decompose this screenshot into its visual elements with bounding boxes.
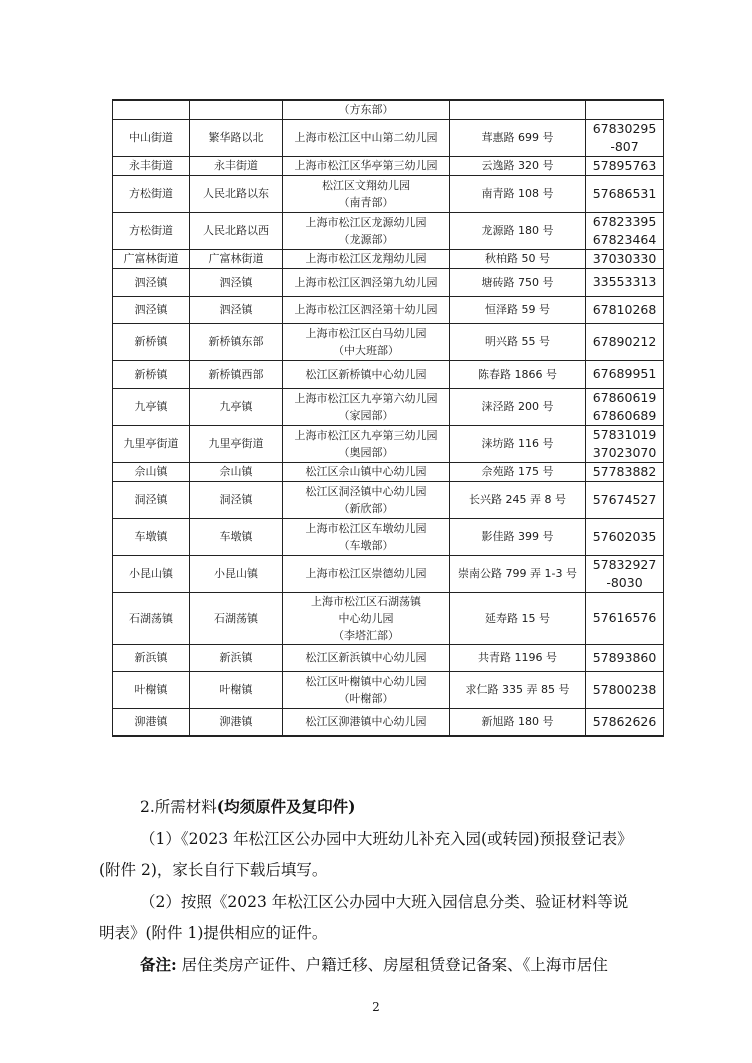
cell-kindergarten [283, 249, 450, 268]
table-row [113, 100, 664, 119]
note-text: 居住类房产证件、户籍迁移、房屋租赁登记备案、《上海市居住 [176, 956, 608, 974]
kindergarten-name-line: （家园部） [338, 408, 394, 422]
kindergarten-name-line: 上海市松江区泗泾第十幼儿园 [294, 303, 438, 316]
kindergarten-name-line: 松江区新桥镇中心幼儿园 [305, 367, 427, 381]
phone-line: 57831019 [592, 426, 657, 442]
cell-phone [586, 100, 664, 119]
kindergarten-name-line: 松江区叶榭镇中心幼儿园 [305, 674, 427, 688]
cell-address: 涞泾路 200 号 [450, 388, 586, 425]
cell-kindergarten [283, 555, 450, 592]
cell-area [190, 100, 283, 119]
kindergarten-name-line: （龙源部） [338, 232, 394, 246]
cell-phone [586, 671, 664, 708]
kindergarten-name-line: 上海市松江区泗泾第九幼儿园 [294, 275, 438, 289]
cell-address: 陈春路 1866 号 [450, 360, 586, 388]
cell-address: 新旭路 180 号 [450, 708, 586, 736]
cell-kindergarten [283, 323, 450, 360]
table-row [113, 671, 664, 708]
kindergarten-name-line: （新欣部） [338, 501, 394, 515]
phone-line: 57686531 [592, 185, 657, 201]
cell-area: 车墩镇 [190, 518, 283, 555]
section-bold-note: (均须原件及复印件) [216, 797, 356, 816]
cell-street: 石湖荡镇 [113, 592, 190, 644]
cell-area: 繁华路以北 [190, 119, 283, 156]
cell-street: 泗泾镇 [113, 296, 190, 323]
phone-line: -807 [610, 138, 639, 154]
table-row [113, 119, 664, 156]
paragraph-1-line-1: （1）《2023 年松江区公办园中大班幼儿补充入园(或转园)预报登记表》 [140, 830, 633, 848]
kindergarten-name-line: （方东部） [338, 103, 394, 117]
cell-area: 小昆山镇 [190, 555, 283, 592]
phone-line: 67823464 [592, 231, 657, 247]
table-row [113, 388, 664, 425]
cell-area: 泖港镇 [190, 708, 283, 736]
cell-address: 龙源路 180 号 [450, 212, 586, 249]
cell-area: 叶榭镇 [190, 671, 283, 708]
section-label: 2.所需材料 [140, 798, 217, 816]
table-row [113, 518, 664, 555]
cell-street: 泗泾镇 [113, 268, 190, 296]
kindergarten-name-line: 松江区新浜镇中心幼儿园 [305, 651, 427, 664]
table-row [113, 555, 664, 592]
cell-area: 泗泾镇 [190, 268, 283, 296]
table-row [113, 296, 664, 323]
cell-area: 人民北路以东 [190, 175, 283, 212]
phone-line: 57800238 [592, 681, 657, 697]
cell-street: 佘山镇 [113, 462, 190, 481]
cell-kindergarten [283, 462, 450, 481]
phone-line: 37023070 [592, 444, 657, 460]
kindergarten-name-line: 中心幼儿园 [338, 611, 394, 625]
table-row [113, 481, 664, 518]
phone-line: 57602035 [592, 528, 657, 544]
cell-street [113, 100, 190, 119]
kindergarten-name-line: （南青部） [338, 195, 394, 209]
cell-phone [586, 388, 664, 425]
phone-line: 57832927 [592, 556, 657, 572]
cell-area: 九亭镇 [190, 388, 283, 425]
kindergarten-name-line: 松江区泖港镇中心幼儿园 [305, 715, 427, 729]
cell-street: 洞泾镇 [113, 481, 190, 518]
cell-kindergarten [283, 100, 450, 119]
kindergarten-name-line: 上海市松江区华亭第三幼儿园 [294, 159, 438, 172]
kindergarten-name-line: 上海市松江区石湖荡镇 [311, 594, 421, 608]
cell-street: 车墩镇 [113, 518, 190, 555]
table-row [113, 175, 664, 212]
kindergarten-name-line: （叶榭部） [338, 691, 394, 705]
cell-address: 共青路 1196 号 [450, 644, 586, 671]
phone-line: 57862626 [592, 713, 657, 729]
cell-phone [586, 360, 664, 388]
phone-line: 33553313 [592, 274, 657, 289]
cell-address: 涞坊路 116 号 [450, 425, 586, 462]
kindergarten-table-body [113, 100, 664, 736]
table-row [113, 249, 664, 268]
cell-street: 泖港镇 [113, 708, 190, 736]
kindergarten-name-line: （奥园部） [338, 445, 394, 459]
kindergarten-name-line: （车墩部） [338, 538, 394, 552]
note-paragraph [140, 953, 608, 975]
cell-address: 云逸路 320 号 [450, 156, 586, 175]
cell-address: 南青路 108 号 [450, 175, 586, 212]
cell-street: 永丰街道 [113, 156, 190, 175]
table-row [113, 212, 664, 249]
cell-street: 九亭镇 [113, 388, 190, 425]
cell-area: 九里亭街道 [190, 425, 283, 462]
cell-area: 广富林街道 [190, 249, 283, 268]
table-row [113, 268, 664, 296]
cell-address: 塘砖路 750 号 [450, 268, 586, 296]
cell-area: 洞泾镇 [190, 481, 283, 518]
cell-phone [586, 481, 664, 518]
phone-line: 57783882 [592, 463, 657, 479]
note-label: 备注: [140, 955, 177, 974]
cell-kindergarten [283, 156, 450, 175]
kindergarten-name-line: 上海市松江区龙翔幼儿园 [305, 252, 427, 265]
cell-phone [586, 212, 664, 249]
phone-line: 67830295 [592, 120, 657, 136]
cell-phone [586, 296, 664, 323]
cell-street: 新桥镇 [113, 360, 190, 388]
cell-phone [586, 592, 664, 644]
cell-phone [586, 518, 664, 555]
table-row [113, 360, 664, 388]
cell-phone [586, 119, 664, 156]
kindergarten-name-line: 上海市松江区白马幼儿园 [305, 326, 427, 340]
cell-area: 泗泾镇 [190, 296, 283, 323]
phone-line: 67823395 [592, 213, 657, 229]
cell-kindergarten [283, 268, 450, 296]
cell-kindergarten [283, 708, 450, 736]
phone-line: -8030 [606, 574, 643, 590]
kindergarten-name-line: 松江区佘山镇中心幼儿园 [305, 465, 427, 478]
cell-address: 秋柏路 50 号 [450, 249, 586, 268]
cell-area: 石湖荡镇 [190, 592, 283, 644]
cell-kindergarten [283, 592, 450, 644]
cell-kindergarten [283, 644, 450, 671]
cell-kindergarten [283, 388, 450, 425]
cell-street: 小昆山镇 [113, 555, 190, 592]
cell-kindergarten [283, 296, 450, 323]
cell-area: 新桥镇东部 [190, 323, 283, 360]
cell-phone [586, 462, 664, 481]
cell-area: 人民北路以西 [190, 212, 283, 249]
kindergarten-name-line: 上海市松江区九亭第三幼儿园 [294, 428, 438, 442]
cell-address: 延寿路 15 号 [450, 592, 586, 644]
cell-kindergarten [283, 671, 450, 708]
phone-line: 67860689 [592, 407, 657, 423]
cell-kindergarten [283, 119, 450, 156]
cell-area: 永丰街道 [190, 156, 283, 175]
page-number: 2 [372, 1000, 380, 1014]
phone-line: 67810268 [592, 301, 657, 317]
table-row [113, 156, 664, 175]
cell-kindergarten [283, 360, 450, 388]
kindergarten-name-line: 上海市松江区龙源幼儿园 [305, 215, 427, 229]
cell-area: 佘山镇 [190, 462, 283, 481]
table-row [113, 708, 664, 736]
kindergarten-table [112, 99, 664, 737]
paragraph-2-line-2: 明表》(附件 1)提供相应的证件。 [99, 924, 328, 942]
cell-phone [586, 249, 664, 268]
cell-phone [586, 644, 664, 671]
cell-street: 方松街道 [113, 212, 190, 249]
cell-kindergarten [283, 425, 450, 462]
cell-kindergarten [283, 212, 450, 249]
table-row [113, 425, 664, 462]
cell-phone [586, 268, 664, 296]
cell-street: 广富林街道 [113, 249, 190, 268]
table-row [113, 592, 664, 644]
cell-address [450, 100, 586, 119]
cell-address: 崇南公路 799 弄 1-3 号 [450, 555, 586, 592]
cell-kindergarten [283, 481, 450, 518]
section-heading [140, 795, 355, 817]
phone-line: 67860619 [592, 389, 657, 405]
cell-address: 明兴路 55 号 [450, 323, 586, 360]
cell-address: 求仁路 335 弄 85 号 [450, 671, 586, 708]
kindergarten-name-line: （李塔汇部） [333, 628, 399, 642]
cell-phone [586, 425, 664, 462]
kindergarten-name-line: 松江区文翔幼儿园 [322, 178, 410, 192]
cell-kindergarten [283, 175, 450, 212]
phone-line: 57674527 [592, 491, 657, 507]
cell-address: 长兴路 245 弄 8 号 [450, 481, 586, 518]
cell-area: 新浜镇 [190, 644, 283, 671]
kindergarten-name-line: 松江区洞泾镇中心幼儿园 [305, 484, 427, 498]
cell-phone [586, 156, 664, 175]
paragraph-1-line-2: (附件 2)，家长自行下载后填写。 [99, 861, 328, 879]
cell-street: 中山街道 [113, 119, 190, 156]
phone-line: 67689951 [592, 366, 657, 381]
phone-line: 37030330 [592, 250, 657, 266]
cell-address: 佘苑路 175 号 [450, 462, 586, 481]
cell-phone [586, 555, 664, 592]
phone-line: 57895763 [592, 157, 657, 173]
kindergarten-name-line: （中大班部） [333, 343, 399, 357]
cell-address: 影佳路 399 号 [450, 518, 586, 555]
cell-area: 新桥镇西部 [190, 360, 283, 388]
paragraph-2-line-1: （2）按照《2023 年松江区公办园中大班入园信息分类、验证材料等说 [140, 893, 629, 911]
table-row [113, 323, 664, 360]
table-row [113, 462, 664, 481]
cell-street: 新浜镇 [113, 644, 190, 671]
cell-street: 九里亭街道 [113, 425, 190, 462]
kindergarten-name-line: 上海市松江区九亭第六幼儿园 [294, 391, 438, 405]
cell-phone [586, 323, 664, 360]
kindergarten-name-line: 上海市松江区中山第二幼儿园 [294, 131, 438, 144]
cell-street: 新桥镇 [113, 323, 190, 360]
cell-address: 恒泽路 59 号 [450, 296, 586, 323]
phone-line: 67890212 [592, 333, 657, 349]
cell-address: 茸惠路 699 号 [450, 119, 586, 156]
phone-line: 57893860 [592, 649, 657, 665]
table-row [113, 644, 664, 671]
cell-street: 方松街道 [113, 175, 190, 212]
phone-line: 57616576 [592, 610, 657, 625]
cell-phone [586, 175, 664, 212]
cell-kindergarten [283, 518, 450, 555]
cell-street: 叶榭镇 [113, 671, 190, 708]
kindergarten-name-line: 上海市松江区车墩幼儿园 [305, 521, 427, 535]
kindergarten-name-line: 上海市松江区崇德幼儿园 [305, 567, 427, 580]
cell-phone [586, 708, 664, 736]
